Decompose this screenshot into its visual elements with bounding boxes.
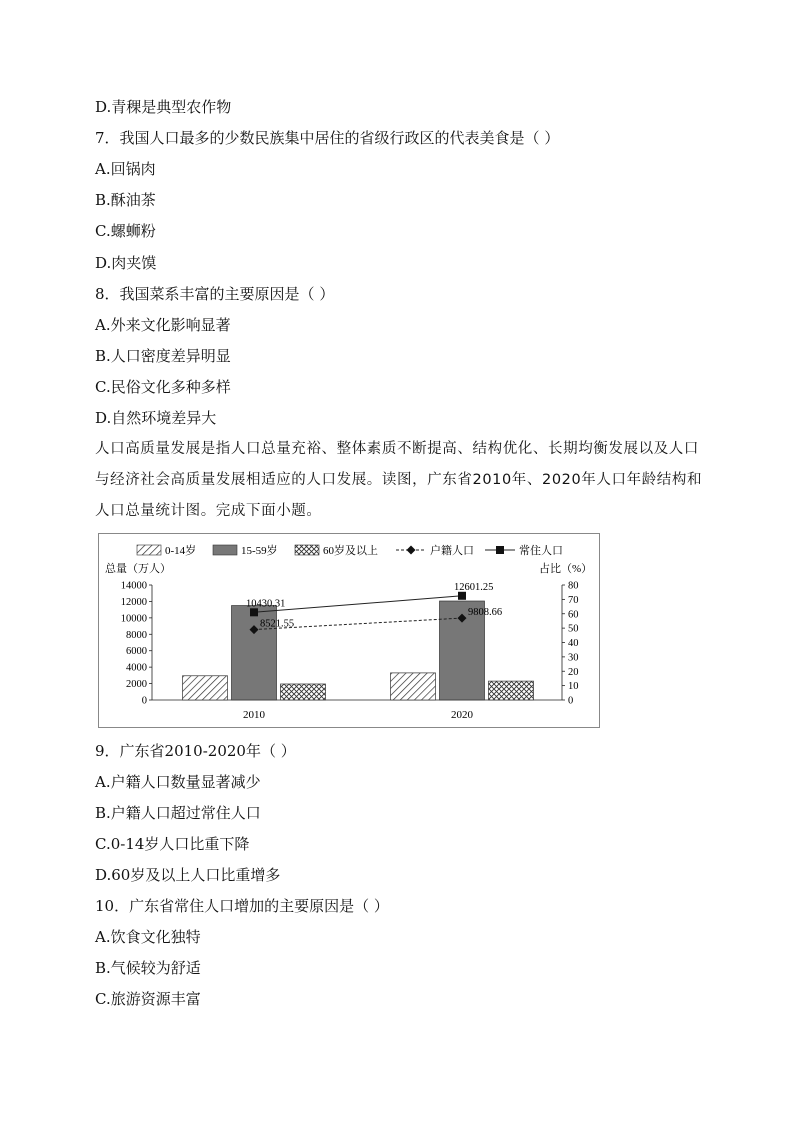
y-tick-label-0: 0 <box>141 695 147 707</box>
y-tick-label-8000: 8000 <box>126 629 147 641</box>
x-tick-label-2010: 2010 <box>243 709 265 721</box>
option-d-q8: D.自然环境差异大 <box>95 409 217 427</box>
population-chart <box>98 533 600 728</box>
option-c-q9: C.0-14岁人口比重下降 <box>95 835 250 853</box>
y-tick-label-6000: 6000 <box>126 646 147 658</box>
y-tick-label-12000: 12000 <box>120 596 147 608</box>
bar-60岁及以上-2010 <box>281 684 326 700</box>
question-10: 10．广东省常住人口增加的主要原因是（ ） <box>95 897 389 915</box>
option-a-q8: A.外来文化影响显著 <box>95 316 231 334</box>
option-a-q9: A.户籍人口数量显著减少 <box>95 773 261 791</box>
y2-axis-title: 占比（%） <box>539 563 593 575</box>
question-9: 9．广东省2010-2020年（ ） <box>95 742 296 760</box>
option-c-q10: C.旅游资源丰富 <box>95 990 201 1008</box>
marker-changzhu-2010 <box>250 608 258 616</box>
legend-swatch-60plus <box>295 545 319 555</box>
y-tick-label-4000: 4000 <box>126 662 147 674</box>
y2-tick-label-0: 0 <box>568 695 574 707</box>
legend-label-huji: 户籍人口 <box>430 545 474 557</box>
chart-svg <box>99 534 599 727</box>
option-b-q8: B.人口密度差异明显 <box>95 347 231 365</box>
y2-tick-label-80: 80 <box>568 580 579 592</box>
bar-60岁及以上-2020 <box>489 681 534 700</box>
option-b-q7: B.酥油茶 <box>95 191 156 209</box>
y-axis-title: 总量（万人） <box>105 563 171 575</box>
legend-label-changzhu: 常住人口 <box>519 545 563 557</box>
option-a-q7: A.回锅肉 <box>95 160 156 178</box>
option-b-q10: B.气候较为舒适 <box>95 959 201 977</box>
legend-marker-changzhu <box>496 546 504 554</box>
x-tick-label-2020: 2020 <box>451 709 473 721</box>
label-huji-2020: 9808.66 <box>468 607 503 619</box>
y-tick-label-10000: 10000 <box>120 613 147 625</box>
y2-tick-label-40: 40 <box>568 638 579 649</box>
legend-marker-huji <box>407 546 416 555</box>
legend-swatch-15-59 <box>213 545 237 555</box>
y2-tick-label-10: 10 <box>568 681 579 693</box>
question-7: 7．我国人口最多的少数民族集中居住的省级行政区的代表美食是（ ） <box>95 129 560 147</box>
label-changzhu-2020: 12601.25 <box>454 581 494 593</box>
option-c-q7: C.螺蛳粉 <box>95 222 156 240</box>
reading-passage: 人口高质量发展是指人口总量充裕、整体素质不断提高、结构优化、长期均衡发展以及人口与经济社会高质量发展相适应的人口发展。读图，广东省2010年、2020年人口年龄结构和人口总量统计图。完成下面小题。 <box>95 441 703 519</box>
y-tick-label-14000: 14000 <box>120 580 147 592</box>
label-huji-2010: 8521.55 <box>260 618 295 630</box>
y-tick-label-2000: 2000 <box>126 679 147 691</box>
legend-label-15-59: 15-59岁 <box>241 545 278 557</box>
option-b-q9: B.户籍人口超过常住人口 <box>95 804 261 822</box>
legend-label-0-14: 0-14岁 <box>165 545 197 557</box>
legend-label-60plus: 60岁及以上 <box>323 545 378 557</box>
y2-tick-label-60: 60 <box>568 609 579 621</box>
y2-tick-label-30: 30 <box>568 652 579 664</box>
bar-0-14岁-2020 <box>391 673 436 700</box>
option-c-q8: C.民俗文化多种多样 <box>95 378 231 396</box>
option-a-q10: A.饮食文化独特 <box>95 928 201 946</box>
option-d-q7: D.肉夹馍 <box>95 254 157 272</box>
legend-swatch-0-14 <box>137 545 161 555</box>
marker-changzhu-2020 <box>458 592 466 600</box>
bar-0-14岁-2010 <box>183 676 228 700</box>
option-d-q9: D.60岁及以上人口比重增多 <box>95 866 281 884</box>
question-8: 8．我国菜系丰富的主要原因是（ ） <box>95 285 335 303</box>
label-changzhu-2010: 10430.31 <box>246 598 286 610</box>
option-d-q6: D.青稞是典型农作物 <box>95 98 232 116</box>
legend <box>137 543 563 557</box>
y2-tick-label-70: 70 <box>568 594 579 606</box>
y2-tick-label-20: 20 <box>568 666 579 678</box>
y2-tick-label-50: 50 <box>568 623 579 635</box>
